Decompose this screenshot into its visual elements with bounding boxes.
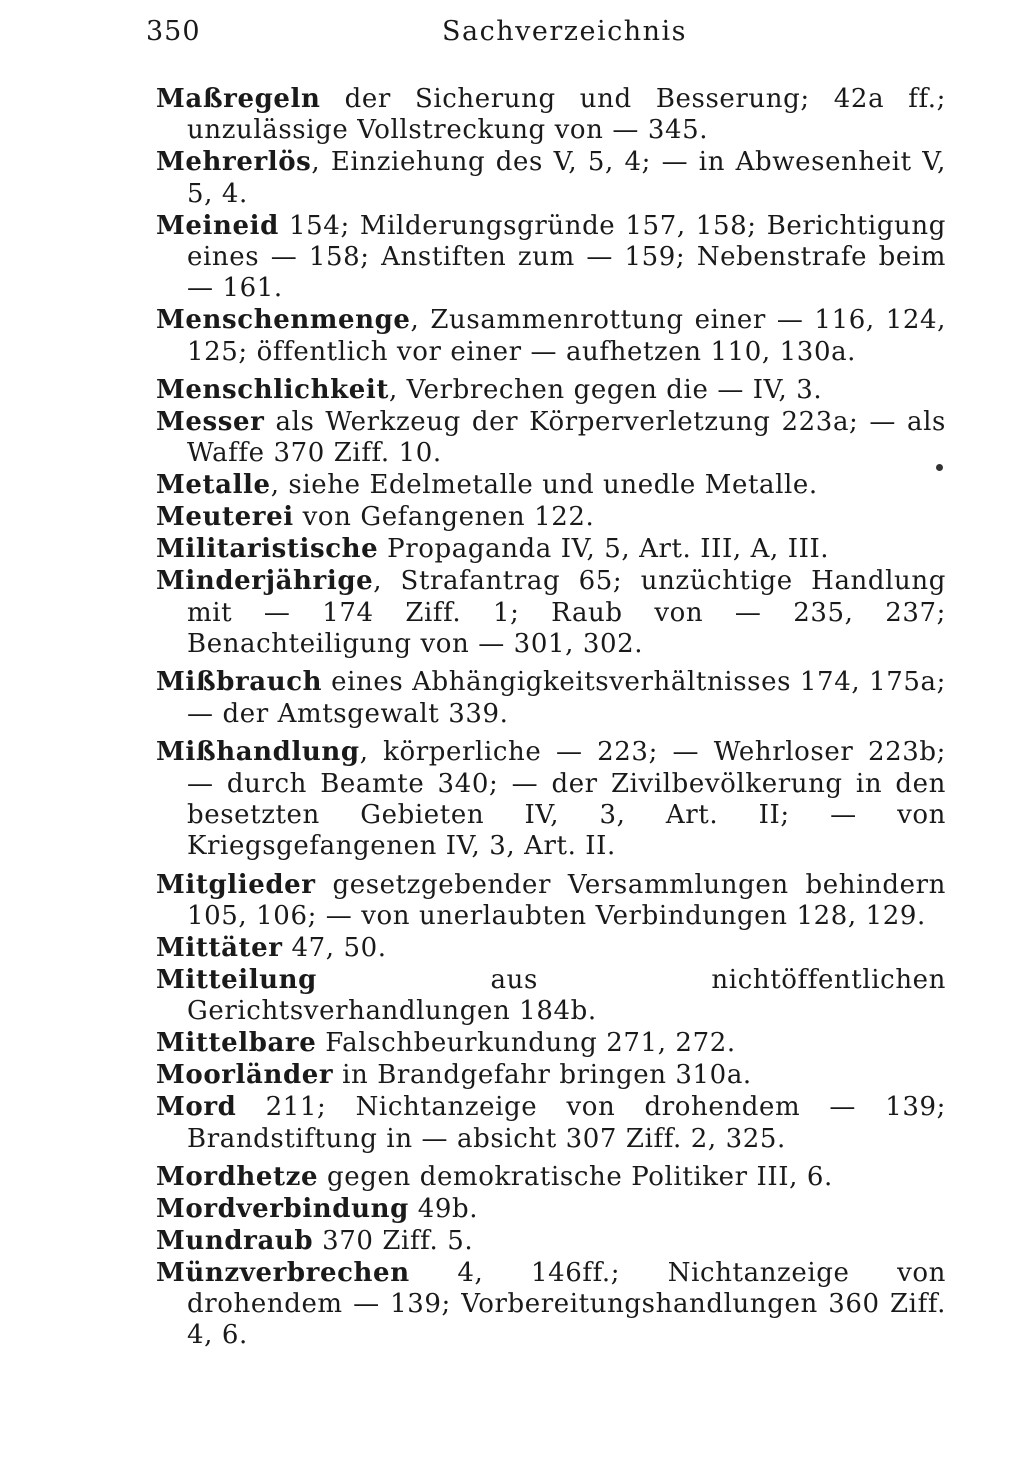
entry-keyword: Münzverbrechen [156, 1257, 410, 1288]
entry-keyword: Mundraub [156, 1225, 314, 1256]
entry-references: 211; Nichtanzeige von drohendem — 139; Brandstiftung in — absicht 307 Ziff. 2, 325. [187, 1092, 946, 1154]
index-entry [156, 933, 946, 964]
index-entry [156, 870, 946, 933]
entry-references: eines Abhängigkeitsverhältnisses 174, 175a; — der Amtsgewalt 339. [187, 667, 946, 729]
entry-keyword: Metalle [156, 470, 271, 501]
index-entry [156, 667, 946, 730]
index-entry [156, 375, 946, 406]
entry-keyword: Mitteilung [156, 964, 317, 995]
index-entry [156, 1162, 946, 1193]
entry-references: gegen demokratische Politiker III, 6. [318, 1161, 833, 1192]
index-entry [156, 211, 946, 305]
entry-keyword: Menschlichkeit [156, 375, 389, 406]
index-entry [156, 1226, 946, 1257]
index-entry [156, 1194, 946, 1225]
entry-keyword: Minderjährige [156, 566, 374, 597]
index-entry [156, 147, 946, 210]
entry-keyword: Mitglieder [156, 869, 316, 900]
entry-keyword: Messer [156, 407, 265, 438]
entry-references: 49b. [408, 1193, 479, 1224]
entry-references: als Werkzeug der Körperverletzung 223a; — als Waffe 370 Ziff. 10. [187, 407, 946, 469]
entry-references: von Gefangenen 122. [293, 502, 595, 533]
entry-keyword: Meineid [156, 210, 279, 241]
index-entry [156, 1028, 946, 1059]
entry-keyword: Maßregeln [156, 84, 321, 114]
index-entry [156, 737, 946, 863]
entry-references: gesetzgebender Versammlungen behindern 105, 106; — von unerlaubten Verbindungen 128, 129. [187, 869, 946, 932]
page-number: 350 [146, 16, 201, 47]
entry-keyword: Mißhandlung [156, 737, 360, 768]
index-entries [156, 84, 946, 1352]
index-entry [156, 502, 946, 533]
entry-keyword: Mißbrauch [156, 667, 323, 698]
index-entry [156, 534, 946, 565]
index-entry [156, 1060, 946, 1091]
entry-references: , körperliche — 223; — Wehrloser 223b; — durch Beamte 340; — der Zivilbevölkerung in den besetzten Gebieten IV, 3, Art. II; — von Kriegsgefangenen IV, 3, Art. II. [187, 737, 946, 862]
index-entry [156, 470, 946, 501]
entry-references: 370 Ziff. 5. [313, 1225, 474, 1256]
entry-references: , Zusammenrottung einer — 116, 124, 125; öffentlich vor einer — aufhetzen 110, 130a. [187, 305, 946, 367]
index-entry [156, 965, 946, 1028]
entry-references: Propaganda IV, 5, Art. III, A, III. [378, 534, 830, 565]
entry-references: 4, 146ff.; Nichtanzeige von drohendem — 139; Vorbereitungshandlungen 360 Ziff. 4, 6. [187, 1257, 946, 1351]
entry-keyword: Meuterei [156, 502, 294, 533]
entry-references: 154; Milderungsgründe 157, 158; Berichtigung eines — 158; Anstiften zum — 159; Nebenstrafe beim — 161. [187, 210, 946, 304]
entry-references: , siehe Edelmetalle und unedle Metalle. [270, 470, 818, 501]
entry-references: , Einziehung des V, 5, 4; — in Abwesenheit V, 5, 4. [187, 147, 946, 209]
index-entry [156, 407, 946, 470]
entry-references: , Verbrechen gegen die — IV, 3. [388, 375, 823, 406]
index-entry [156, 1258, 946, 1352]
entry-keyword: Mord [156, 1092, 237, 1123]
entry-keyword: Mittäter [156, 933, 283, 964]
entry-references: 47, 50. [282, 933, 387, 964]
entry-keyword: Moorländer [156, 1060, 334, 1091]
entry-keyword: Militaristische [156, 534, 379, 565]
page-title: Sachverzeichnis [442, 16, 687, 47]
entry-keyword: Mordverbindung [156, 1193, 409, 1224]
index-entry [156, 566, 946, 660]
entry-references: Falschbeurkundung 271, 272. [316, 1028, 736, 1059]
index-entry [156, 84, 946, 147]
entry-keyword: Mehrerlös [156, 147, 312, 178]
entry-keyword: Menschenmenge [156, 305, 411, 336]
entry-keyword: Mordhetze [156, 1161, 319, 1192]
entry-references: der Sicherung und Besserung; 42a ff.; unzulässige Vollstreckung von — 345. [187, 84, 946, 146]
entry-references: in Brandgefahr bringen 310a. [333, 1060, 752, 1091]
index-entry [156, 1092, 946, 1155]
ink-speck [936, 464, 943, 471]
entry-references: , Strafantrag 65; unzüchtige Handlung mit — 174 Ziff. 1; Raub von — 235, 237; Benachteiligung von — 301, 302. [187, 566, 946, 659]
entry-references: aus nichtöffentlichen Gerichtsverhandlungen 184b. [187, 964, 946, 1027]
entry-keyword: Mittelbare [156, 1028, 317, 1059]
index-entry [156, 305, 946, 368]
